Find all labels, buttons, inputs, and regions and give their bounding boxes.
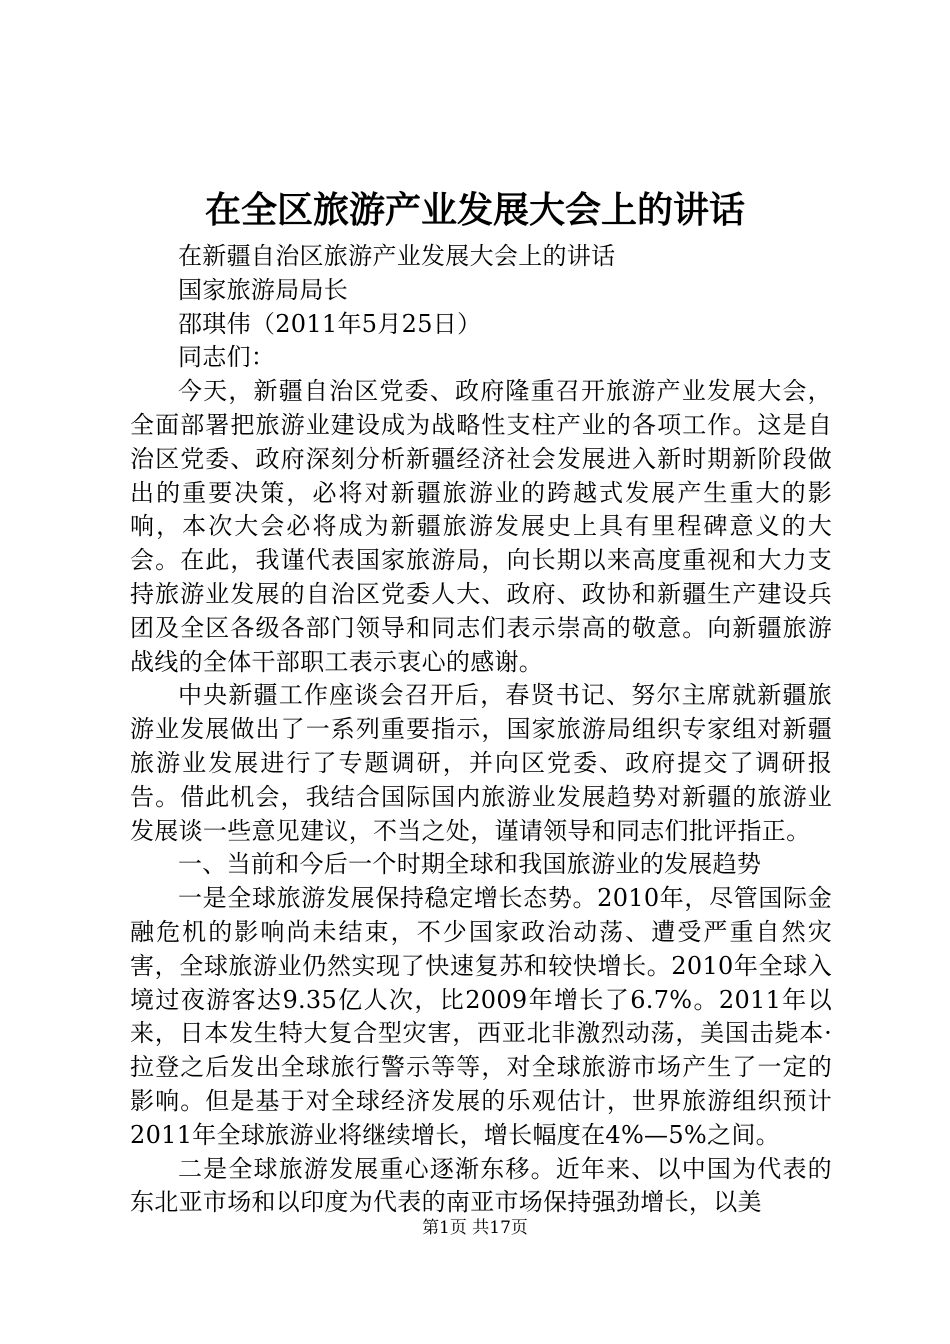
speaker-position: 国家旅游局局长 bbox=[178, 275, 349, 304]
body-paragraph: 一是全球旅游发展保持稳定增长态势。2010年，尽管国际金融危机的影响尚未结束，不少国家政治动荡、遭受严重自然灾害，全球旅游业仍然实现了快速复苏和较快增长。2010年全球入境过夜游客达9.35亿人次，比2009年增长了6.7%。2011年以来，日本发生特大复合型灾害，西亚北非激烈动荡，美国击毙本·拉登之后发出全球旅行警示等等，对全球旅游市场产生了一定的影响。但是基于对全球经济发展的乐观估计，世界旅游组织预计2011年全球旅游业将继续增长，增长幅度在4%—5%之间。 bbox=[130, 884, 832, 1149]
section-heading: 一、当前和今后一个时期全球和我国旅游业的发展趋势 bbox=[178, 850, 762, 879]
body-paragraph: 今天，新疆自治区党委、政府隆重召开旅游产业发展大会，全面部署把旅游业建设成为战略性支柱产业的各项工作。这是自治区党委、政府深刻分析新疆经济社会发展进入新时期新阶段做出的重要决策，必将对新疆旅游业的跨越式发展产生重大的影响，本次大会必将成为新疆旅游发展史上具有里程碑意义的大会。在此，我谨代表国家旅游局，向长期以来高度重视和大力支持旅游业发展的自治区党委人大、政府、政协和新疆生产建设兵团及全区各级各部门领导和同志们表示崇高的敬意。向新疆旅游战线的全体干部职工表示衷心的感谢。 bbox=[130, 377, 832, 676]
page-footer: 第1页 共17页 bbox=[422, 1218, 528, 1238]
page-title: 在全区旅游产业发展大会上的讲话 bbox=[204, 189, 745, 231]
body-paragraph: 二是全球旅游发展重心逐渐东移。近年来、以中国为代表的东北亚市场和以印度为代表的南亚市场保持强劲增长，以美 bbox=[130, 1154, 832, 1217]
speaker-date: 邵琪伟（2011年5月25日） bbox=[178, 309, 482, 338]
salutation: 同志们： bbox=[178, 343, 276, 372]
subtitle: 在新疆自治区旅游产业发展大会上的讲话 bbox=[178, 242, 616, 270]
body-paragraph: 中央新疆工作座谈会召开后，春贤书记、努尔主席就新疆旅游业发展做出了一系列重要指示，国家旅游局组织专家组对新疆旅游业发展进行了专题调研，并向区党委、政府提交了调研报告。借此机会，我结合国际国内旅游业发展趋势对新疆的旅游业发展谈一些意见建议，不当之处，谨请领导和同志们批评指正。 bbox=[130, 681, 832, 845]
document-body bbox=[130, 240, 832, 1220]
